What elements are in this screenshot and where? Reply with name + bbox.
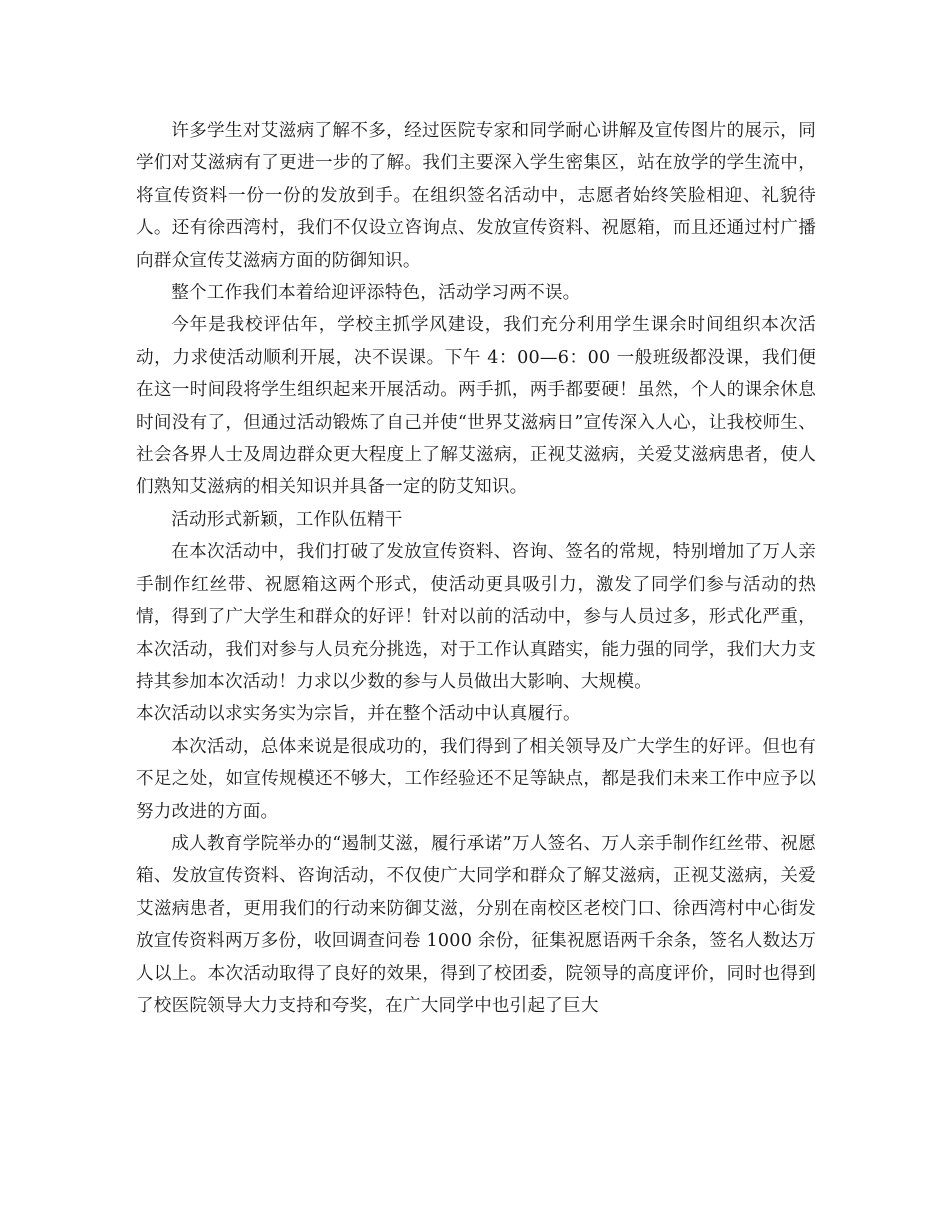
section-heading: 活动形式新颖，工作队伍精干 (171, 509, 403, 530)
paragraph: 本次活动，总体来说是很成功的，我们得到了相关领导及广大学生的好评。但也有不足之处，如宣传规模还不够大，工作经验还不足等缺点，都是我们未来工作中应予以努力改进的方面。 (136, 736, 816, 822)
document-body (136, 115, 816, 1022)
paragraph: 本次活动以求实务实为宗旨，并在整个活动中认真履行。 (136, 704, 581, 725)
paragraph: 今年是我校评估年，学校主抓学风建设，我们充分利用学生课余时间组织本次活动，力求使活动顺利开展，决不误课。下午 4：00—6：00 一般班级都没课，我们便在这一时间段将学生组织起来开展活动。两手抓，两手都要硬！虽然，个人的课余休息时间没有了，但通过活动锻炼了自己并使“世界艾滋病日”宣传深入人心，让我校师生、社会各界人士及周边群众更大程度上了解艾滋病，正视艾滋病，关爱艾滋病患者，使人们熟知艾滋病的相关知识并具备一定的防艾知识。 (136, 315, 816, 498)
paragraph: 在本次活动中，我们打破了发放宣传资料、咨询、签名的常规，特别增加了万人亲手制作红丝带、祝愿箱这两个形式，使活动更具吸引力，激发了同学们参与活动的热情，得到了广大学生和群众的好评！针对以前的活动中，参与人员过多，形式化严重，本次活动，我们对参与人员充分挑选，对于工作认真踏实，能力强的同学，我们大力支持其参加本次活动！力求以少数的参与人员做出大影响、大规模。 (136, 542, 816, 692)
paragraph: 成人教育学院举办的“遏制艾滋，履行承诺”万人签名、万人亲手制作红丝带、祝愿箱、发放宣传资料、咨询活动，不仅使广大同学和群众了解艾滋病，正视艾滋病，关爱艾滋病患者，更用我们的行动来防御艾滋，分别在南校区老校门口、徐西湾村中心街发放宣传资料两万多份，收回调查问卷 1000 余份，征集祝愿语两千余条，签名人数达万人以上。本次活动取得了良好的效果，得到了校团委，院领导的高度评价，同时也得到了校医院领导大力支持和夸奖，在广大同学中也引起了巨大 (136, 833, 816, 1016)
paragraph: 许多学生对艾滋病了解不多，经过医院专家和同学耐心讲解及宣传图片的展示，同学们对艾滋病有了更进一步的了解。我们主要深入学生密集区，站在放学的学生流中，将宣传资料一份一份的发放到手。在组织签名活动中，志愿者始终笑脸相迎、礼貌待人。还有徐西湾村，我们不仅设立咨询点、发放宣传资料、祝愿箱，而且还通过村广播向群众宣传艾滋病方面的防御知识。 (136, 121, 816, 271)
paragraph: 整个工作我们本着给迎评添特色，活动学习两不误。 (171, 283, 581, 304)
